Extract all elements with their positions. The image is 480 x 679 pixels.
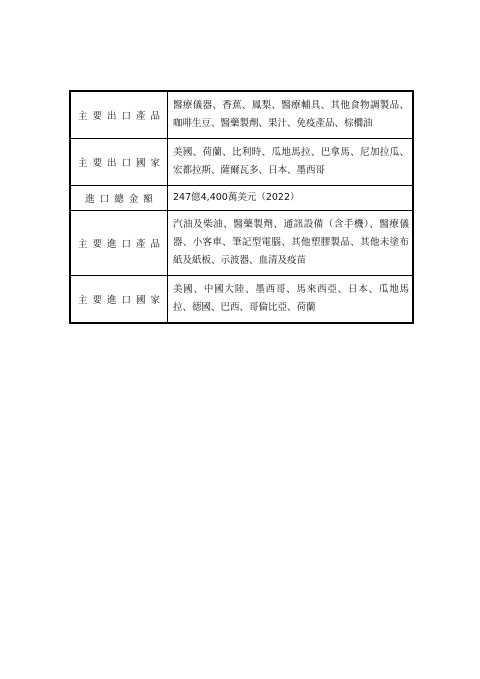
main-exports-label: 主要出口產品 xyxy=(77,111,165,122)
export-countries-value: 美國、荷蘭、比利時、瓜地馬拉、巴拿馬、尼加拉瓜、宏都拉斯、薩爾瓦多、日本、墨西哥 xyxy=(168,139,414,186)
row-label-cell xyxy=(70,91,168,139)
table-row xyxy=(70,186,413,211)
import-total-label: 進口總金額 xyxy=(85,194,158,205)
import-countries-value: 美國、中國大陸、墨西哥、馬來西亞、日本、瓜地馬拉、德國、巴西、哥倫比亞、荷蘭 xyxy=(168,276,414,324)
row-label-cell xyxy=(70,211,168,276)
export-countries-label: 主要出口國家 xyxy=(77,158,165,169)
trade-info-table xyxy=(69,90,414,324)
main-exports-value: 醫療儀器、香蕉、鳳梨、醫療輔具、其他食物調製品、咖啡生豆、醫藥製劑、果汁、免疫產品、棕櫚油 xyxy=(168,91,414,139)
row-label-cell xyxy=(70,186,168,211)
import-countries-label: 主要進口國家 xyxy=(77,295,165,306)
import-total-value: 247億4,400萬美元（2022） xyxy=(168,186,414,211)
table-row xyxy=(70,91,413,139)
table-row xyxy=(70,211,413,276)
table-row xyxy=(70,139,413,186)
table-row xyxy=(70,276,413,324)
main-imports-value: 汽油及柴油、醫藥製劑、通訊設備（含手機）、醫療儀器、小客車、筆記型電腦、其他塑膠製品、其他未塗布紙及紙板、示波器、血清及疫苗 xyxy=(168,211,414,276)
main-imports-label: 主要進口產品 xyxy=(77,239,165,250)
row-label-cell xyxy=(70,276,168,324)
row-label-cell xyxy=(70,139,168,186)
